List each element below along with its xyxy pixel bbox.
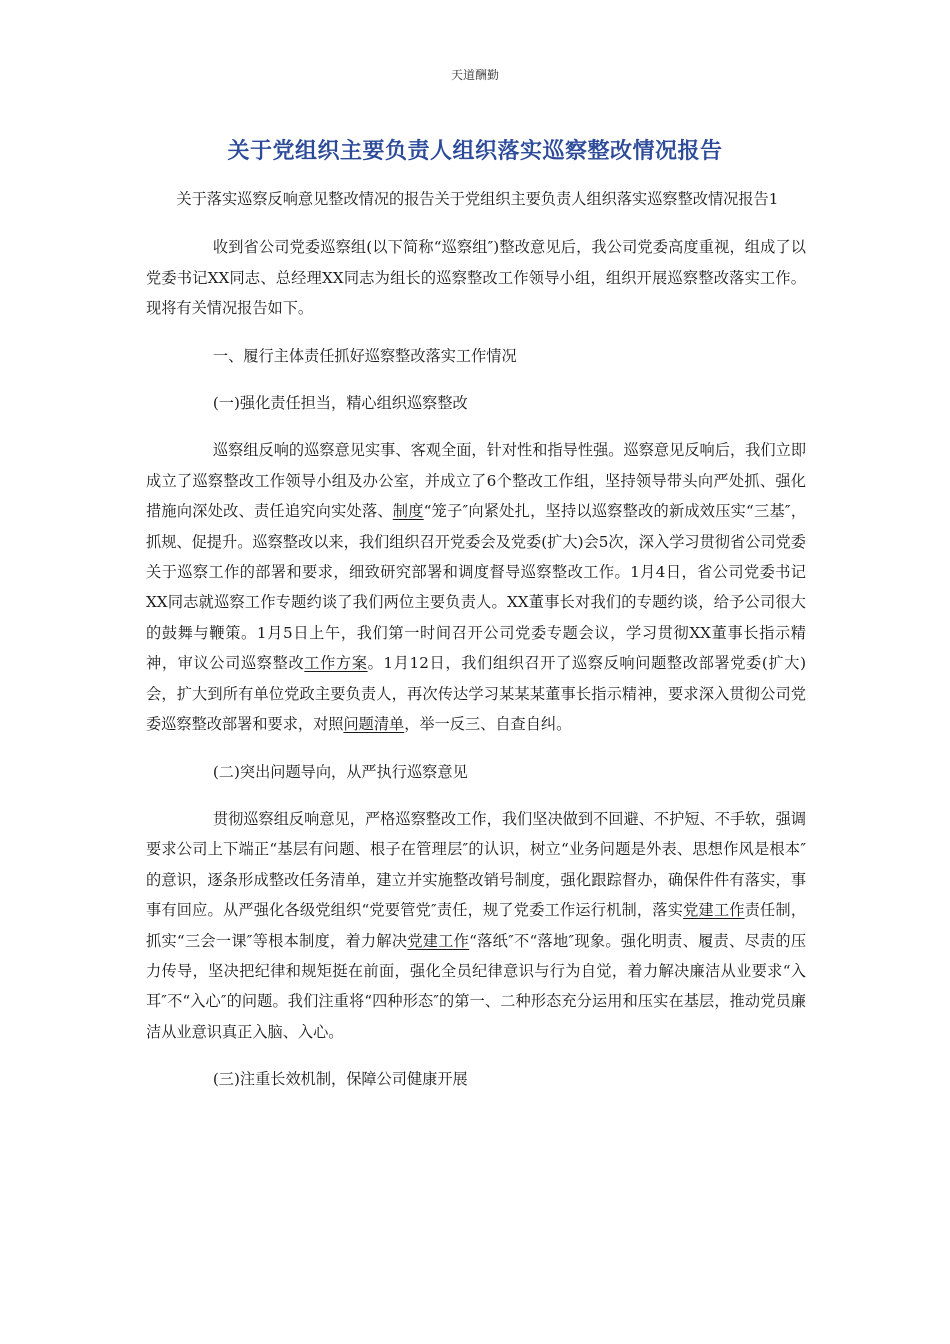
document-title: 关于党组织主要负责人组织落实巡察整改情况报告 (227, 139, 723, 164)
text-run: 巡察组反响的巡察意见实事、客观全面，针对性和指导性强。巡察意见反响后，我们立即成立了巡察整改工作领导小组及办公室，并成立了6个整改工作组，坚持领导带头向严处抓、强化措施向深处改、责任追究向实处落、 (146, 441, 806, 521)
link-issue-list[interactable]: 问题清单 (343, 715, 405, 734)
link-party-building-work[interactable]: 党建工作 (683, 901, 745, 920)
text-run: 贯彻巡察组反响意见，严格巡察整改工作，我们坚决做到不回避、不护短、不手软，强调要求公司上下端正“基层有问题、根子在管理层″的认识，树立“业务问题是外表、思想作风是根本″的意识，逐条形成整改任务清单，建立并实施整改销号制度，强化跟踪督办，确保件件有落实，事事有回应。从严强化各级党组织“党要管党″责任，规了党委工作运行机制，落实 (146, 809, 806, 920)
text-run: 。1月12日，我们组织召开了巡察反响问题整改部署党委(扩大)会，扩大到所有单位党政主要负责人，再次传达学习某某某董事长指示精神，要求深入贯彻公司党委巡察整改部署和要求，对照 (146, 654, 807, 734)
page-header: 天道酬勤 (450, 68, 499, 82)
document-body (146, 184, 806, 1095)
paragraph-responsibility (146, 435, 806, 739)
link-system[interactable]: 制度 (392, 502, 424, 521)
text-run: 责任制，抓实“三会一课″等根本制度，着力解决 (146, 901, 807, 950)
text-run: ，举一反三、自查自纠。 (404, 715, 572, 734)
subsection-heading-2: (二)突出问题导向，从严执行巡察意见 (212, 762, 468, 781)
link-work-plan[interactable]: 工作方案 (304, 654, 368, 673)
subsection-heading-1: (一)强化责任担当，精心组织巡察整改 (212, 394, 468, 413)
paragraph-problem-oriented (146, 804, 806, 1047)
section-heading-1: 一、履行主体责任抓好巡察整改落实工作情况 (212, 346, 517, 365)
paragraph-receipt: 收到省公司党委巡察组(以下简称“巡察组″)整改意见后，我公司党委高度重视，组成了以党委书记XX同志、总经理XX同志为组长的巡察整改工作领导小组，组织开展巡察整改落实工作。现将有关情况报告如下。 (146, 238, 806, 318)
link-party-building-work-2[interactable]: 党建工作 (407, 931, 470, 950)
text-run: “笼子″向紧处扎，坚持以巡察整改的新成效压实“三基″，抓规、促提升。巡察整改以来，我们组织召开党委会及党委(扩大)会5次，深入学习贯彻省公司党委关于巡察工作的部署和要求，细致研究部署和调度督导巡察整改工作。1月4日，省公司党委书记XX同志就巡察工作专题约谈了我们两位主要负责人。XX董事长对我们的专题约谈，给予公司很大的鼓舞与鞭策。1月5日上午，我们第一时间召开公司党委专题会议，学习贯彻XX董事长指示精神，审议公司巡察整改 (146, 502, 807, 673)
subsection-heading-3: (三)注重长效机制，保障公司健康开展 (212, 1070, 468, 1089)
intro-paragraph: 关于落实巡察反响意见整改情况的报告关于党组织主要负责人组织落实巡察整改情况报告1 (176, 190, 779, 208)
text-run: “落纸″不“落地″现象。强化明责、履责、尽责的压力传导，坚决把纪律和规矩挺在前面，强化全员纪律意识与行为自觉，着力解决廉洁从业要求“入耳″不“入心″的问题。我们注重将“四种形态″的第一、二种形态充分运用和压实在基层，推动党员廉洁从业意识真正入脑、入心。 (146, 931, 807, 1041)
